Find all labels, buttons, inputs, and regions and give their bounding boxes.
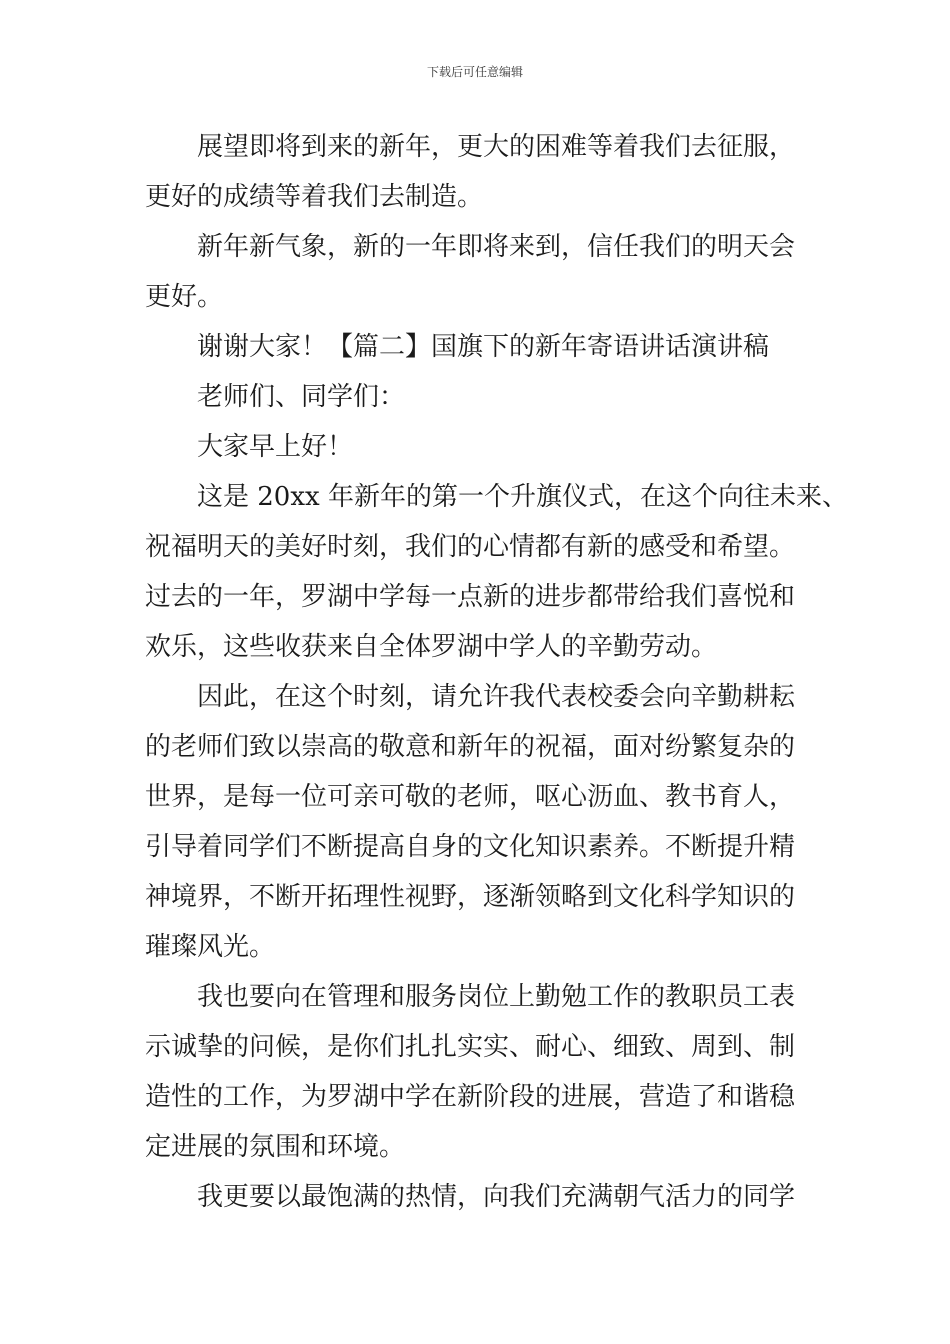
text-line: 新年新气象，新的一年即将来到，信任我们的明天会 bbox=[197, 232, 796, 262]
text-line: 祝福明天的美好时刻，我们的心情都有新的感受和希望。 bbox=[145, 532, 796, 562]
text-line: 我更要以最饱满的热情，向我们充满朝气活力的同学 bbox=[197, 1182, 796, 1212]
text-line: 欢乐，这些收获来自全体罗湖中学人的辛勤劳动。 bbox=[145, 632, 718, 662]
text-line: 造性的工作，为罗湖中学在新阶段的进展，营造了和谐稳 bbox=[145, 1082, 796, 1112]
text-line: 定进展的氛围和环境。 bbox=[145, 1132, 406, 1162]
text-line: 引导着同学们不断提高自身的文化知识素养。不断提升精 bbox=[145, 832, 796, 862]
text-line: 过去的一年，罗湖中学每一点新的进步都带给我们喜悦和 bbox=[145, 582, 796, 612]
text-line: 老师们、同学们： bbox=[197, 382, 406, 412]
text-line: 这是 20xx 年新年的第一个升旗仪式，在这个向往未来、 bbox=[197, 482, 848, 512]
text-line: 示诚挚的问候，是你们扎扎实实、耐心、细致、周到、制 bbox=[145, 1032, 796, 1062]
text-line: 的老师们致以崇高的敬意和新年的祝福，面对纷繁复杂的 bbox=[145, 732, 796, 762]
text-line: 我也要向在管理和服务岗位上勤勉工作的教职员工表 bbox=[197, 982, 796, 1012]
document-body bbox=[145, 122, 848, 1222]
text-line: 因此，在这个时刻，请允许我代表校委会向辛勤耕耘 bbox=[197, 682, 796, 712]
text-line: 大家早上好！ bbox=[197, 432, 354, 462]
text-line: 更好。 bbox=[145, 282, 224, 312]
text-line: 更好的成绩等着我们去制造。 bbox=[145, 182, 484, 212]
text-line: 世界，是每一位可亲可敬的老师，呕心沥血、教书育人， bbox=[145, 782, 796, 812]
text-line: 展望即将到来的新年，更大的困难等着我们去征服， bbox=[197, 132, 796, 162]
text-line: 神境界，不断开拓理性视野，逐渐领略到文化科学知识的 bbox=[145, 882, 796, 912]
text-line: 谢谢大家！【篇二】国旗下的新年寄语讲话演讲稿 bbox=[197, 332, 770, 362]
text-line: 璀璨风光。 bbox=[145, 932, 276, 962]
page-header: 下载后可任意编辑 bbox=[426, 65, 523, 79]
